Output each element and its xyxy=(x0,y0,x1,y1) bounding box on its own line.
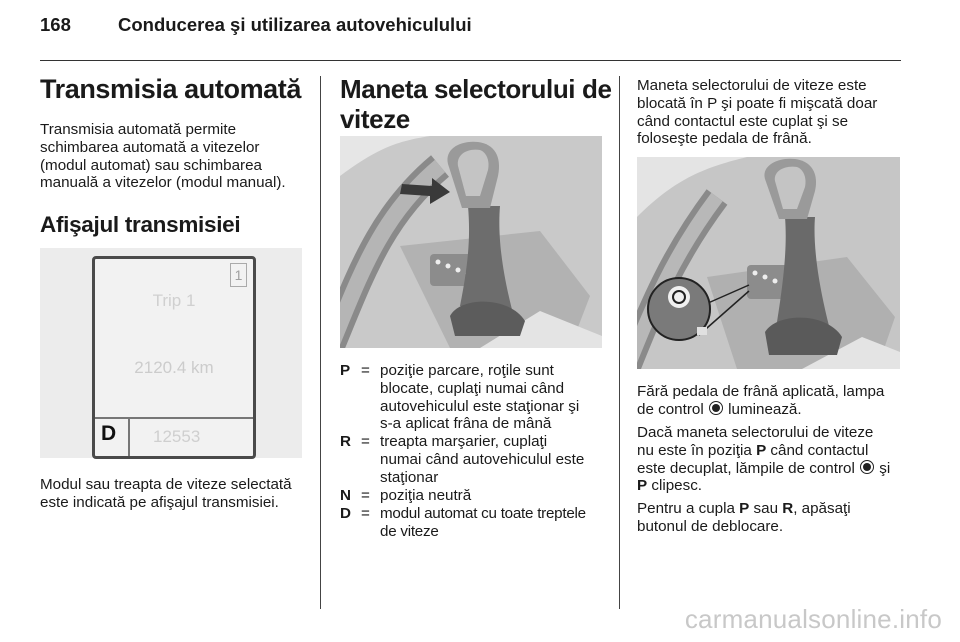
engage-text-a: Pentru a cupla xyxy=(637,500,740,517)
definition-r xyxy=(340,433,605,487)
paragraph-lever-locked-text: Maneta selectorului de viteze este blocată în P şi poate fi mişcată doar când contactul este cuplat şi se foloseşte pedala de frână. xyxy=(637,77,878,148)
display-caption: Modul sau treapta de viteze selectată este indicată pe afişajul transmisiei. xyxy=(40,476,292,511)
column-divider-1 xyxy=(320,76,321,609)
lamps-flash-text-f: clipesc. xyxy=(647,477,703,495)
lamps-flash-p2: P xyxy=(637,477,648,495)
transmission-display-illustration xyxy=(40,248,302,458)
heading-maneta-selectorului: Maneta selectorului de viteze xyxy=(340,74,612,134)
definition-key: P xyxy=(340,362,351,379)
definition-key: D xyxy=(340,505,351,522)
brake-lamp-text-a: Fără pedala de frână aplicată, lampa de control xyxy=(637,383,885,418)
trip-index: 1 xyxy=(230,263,247,287)
engage-r: R xyxy=(782,500,794,517)
definition-n xyxy=(340,487,605,505)
display-separator xyxy=(95,417,253,419)
page-title: Conducerea şi utilizarea autovehiculului xyxy=(118,14,472,35)
definition-text: modul automat cu toate treptele de viteze xyxy=(380,505,586,540)
paragraph-lever-locked xyxy=(637,77,905,148)
intro-paragraph: Transmisia automată permite schimbarea automată a vitezelor (modul automat) sau schimbarea manuală a vitezelor (modul manual). xyxy=(40,121,286,192)
engage-text-e: , apăsaţi butonul de deblocare. xyxy=(637,500,851,535)
odometer-value: 12553 xyxy=(153,427,201,446)
brake-control-lamp-icon xyxy=(860,460,874,474)
page-number: 168 xyxy=(40,14,71,35)
trip-distance: 2120.4 km xyxy=(134,358,214,377)
trip-label: Trip 1 xyxy=(152,291,196,310)
brake-control-lamp-icon xyxy=(709,401,723,415)
definition-eq: = xyxy=(361,505,370,522)
lamps-flash-p: P xyxy=(756,441,767,459)
definition-p xyxy=(340,362,605,434)
definition-eq: = xyxy=(361,362,370,379)
engage-text-c: sau xyxy=(749,500,783,517)
brake-lamp-text-b: luminează. xyxy=(723,400,802,418)
definition-key: N xyxy=(340,487,351,504)
gear-lever-photo xyxy=(340,136,602,348)
paragraph-lamps-flash xyxy=(637,424,905,495)
unlock-photo xyxy=(637,157,900,369)
lamps-flash-text-d: şi xyxy=(879,459,891,477)
definition-text: poziţia neutră xyxy=(380,487,472,504)
definition-key: R xyxy=(340,433,351,450)
gear-indicator: D xyxy=(101,422,117,445)
paragraph-brake-lamp xyxy=(637,383,905,419)
lamps-flash-text-c: când contactul este decuplat, lămpile de control xyxy=(637,441,869,477)
header-rule xyxy=(40,60,901,61)
definition-eq: = xyxy=(361,433,370,450)
column-divider-2 xyxy=(619,76,620,609)
display-panel xyxy=(92,256,256,459)
definition-text: poziţie parcare, roţile sunt blocate, cuplaţi numai când autovehiculul este staţionar şi s-a aplicat frâna de mână xyxy=(380,362,580,433)
paragraph-engage-p-r xyxy=(637,500,905,536)
definition-text: treapta marşarier, cuplaţi numai când autovehiculul este staţionar xyxy=(380,433,585,486)
unlock-illustration xyxy=(637,157,900,369)
heading-afisajul-transmisiei: Afişajul transmisiei xyxy=(40,212,241,237)
lamps-flash-text-a: Dacă maneta selectorului de viteze nu este în poziţia xyxy=(637,424,874,459)
engage-p: P xyxy=(739,500,750,517)
heading-transmisia-automata: Transmisia automată xyxy=(40,74,302,104)
definition-d xyxy=(340,505,605,541)
gear-lever-illustration xyxy=(340,136,602,348)
gear-divider xyxy=(128,419,130,456)
definition-eq: = xyxy=(361,487,370,504)
watermark: carmanualsonline.info xyxy=(684,604,942,634)
